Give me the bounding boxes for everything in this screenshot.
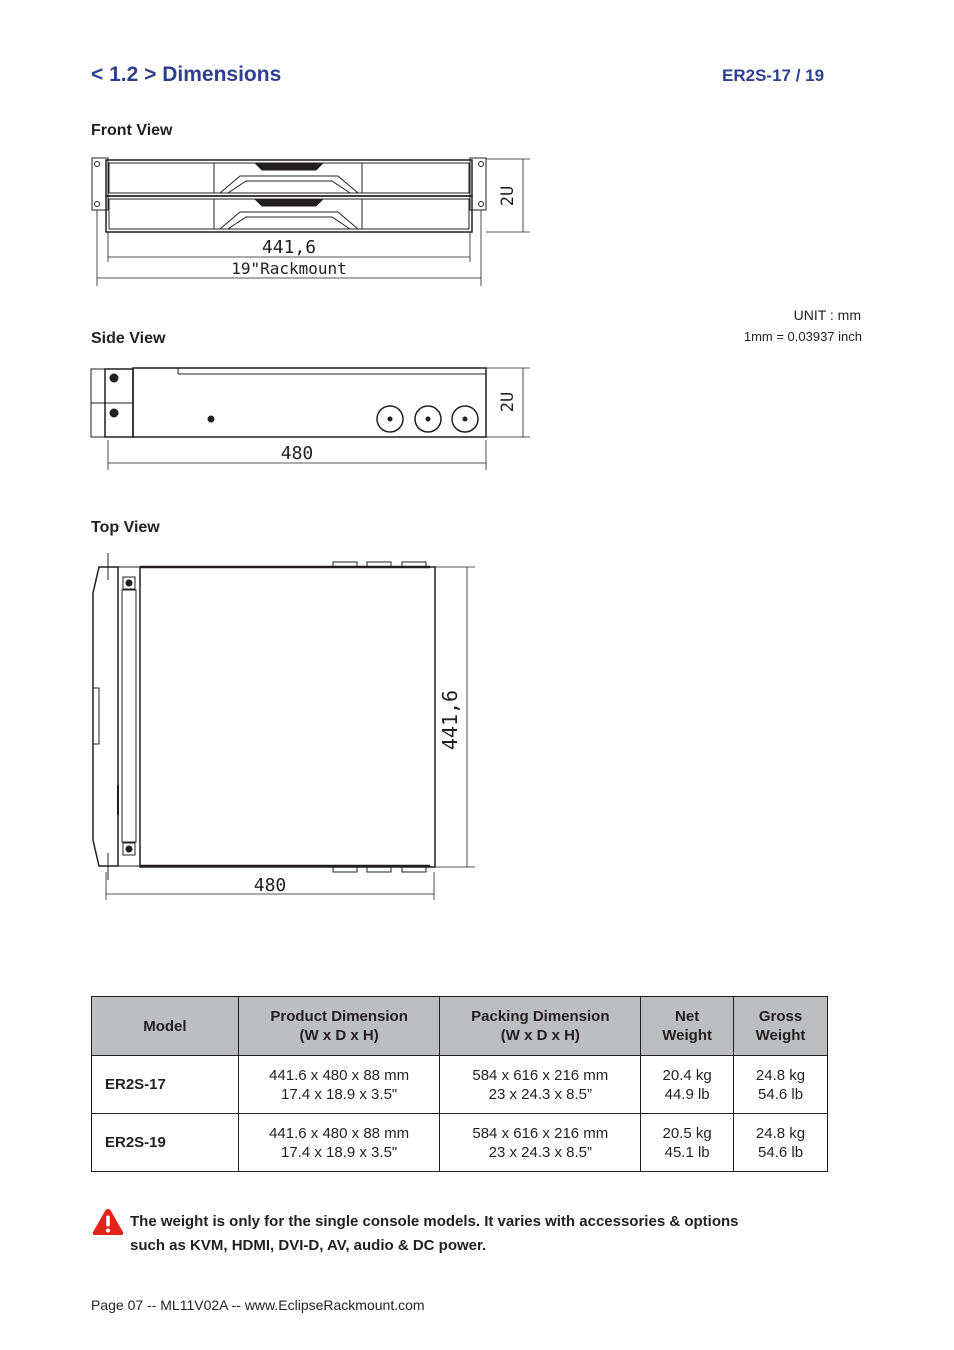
side-view-drawing (85, 360, 545, 475)
header-gross-line1: Gross (758, 1008, 803, 1025)
header-gross-weight (734, 997, 828, 1056)
warning-text (130, 1210, 820, 1258)
header-product-dimension (238, 997, 440, 1056)
side-chassis (133, 368, 486, 437)
front-mount-label: 19"Rackmount (231, 259, 347, 278)
row-product-mm: 441.6 x 480 x 88 mm (269, 1066, 410, 1084)
table-row (92, 1056, 828, 1114)
side-depth-label: 480 (280, 443, 314, 464)
row-net-kg: 20.5 kg (662, 1124, 712, 1142)
row-net-weight (641, 1056, 734, 1114)
model-code: ER2S-17 / 19 (722, 66, 825, 85)
warning-triangle-icon (91, 1207, 125, 1237)
front-view-drawing (80, 150, 540, 290)
page-footer: Page 07 -- ML11V02A -- www.EclipseRackmount.com (91, 1297, 425, 1313)
row-model: ER2S-17 (92, 1056, 239, 1114)
row-net-lb: 44.9 lb (664, 1085, 710, 1103)
front-view-label: Front View (91, 122, 173, 139)
row-gross-weight (734, 1114, 828, 1172)
header-packing-line2: (W x D x H) (500, 1027, 580, 1044)
header-packing-dimension (440, 997, 641, 1056)
warning-line1: The weight is only for the single console models. It varies with accessories & options (130, 1213, 739, 1230)
unit-conversion: 1mm = 0.03937 inch (743, 329, 862, 344)
header-net-line2: Weight (662, 1027, 712, 1044)
row-product-dimension (238, 1056, 440, 1114)
row-packing-in: 23 x 24.3 x 8.5” (488, 1143, 593, 1161)
header-net-line1: Net (675, 1008, 700, 1025)
header-model: Model (92, 997, 239, 1056)
top-front-panel (93, 567, 118, 866)
top-view-drawing (85, 545, 485, 905)
row-packing-mm: 584 x 616 x 216 mm (472, 1124, 609, 1142)
table-header-row (92, 997, 828, 1056)
front-width-label: 441,6 (261, 237, 317, 258)
header-gross-line2: Weight (755, 1027, 806, 1044)
row-product-in: 17.4 x 18.9 x 3.5" (281, 1143, 398, 1161)
page-title: < 1.2 > Dimensions (91, 63, 282, 86)
header-net-weight (641, 997, 734, 1056)
row-product-dimension (238, 1114, 440, 1172)
top-chassis (140, 567, 435, 867)
front-height-label: 2U (498, 185, 518, 207)
spec-table (91, 996, 828, 1172)
row-gross-kg: 24.8 kg (755, 1124, 806, 1142)
row-gross-lb: 54.6 lb (758, 1143, 804, 1161)
row-packing-in: 23 x 24.3 x 8.5” (488, 1085, 593, 1103)
row-net-lb: 45.1 lb (664, 1143, 710, 1161)
header-product-line1: Product Dimension (270, 1008, 408, 1025)
row-gross-weight (734, 1056, 828, 1114)
row-gross-lb: 54.6 lb (758, 1085, 804, 1103)
row-product-in: 17.4 x 18.9 x 3.5" (281, 1085, 398, 1103)
side-view-label: Side View (91, 330, 166, 347)
header-packing-line1: Packing Dimension (471, 1008, 610, 1025)
side-height-label: 2U (498, 391, 518, 413)
row-packing-mm: 584 x 616 x 216 mm (472, 1066, 609, 1084)
table-row (92, 1114, 828, 1172)
row-product-mm: 441.6 x 480 x 88 mm (269, 1124, 410, 1142)
top-depth-label: 480 (253, 875, 287, 896)
row-packing-dimension (440, 1114, 641, 1172)
row-packing-dimension (440, 1056, 641, 1114)
top-width-label: 441,6 (438, 689, 462, 751)
row-net-weight (641, 1114, 734, 1172)
warning-line2: such as KVM, HDMI, DVI-D, AV, audio & DC power. (130, 1237, 487, 1254)
unit-label: UNIT : mm (793, 307, 861, 323)
row-net-kg: 20.4 kg (662, 1066, 712, 1084)
row-gross-kg: 24.8 kg (755, 1066, 806, 1084)
row-model: ER2S-19 (92, 1114, 239, 1172)
top-view-label: Top View (91, 519, 160, 536)
header-product-line2: (W x D x H) (299, 1027, 379, 1044)
